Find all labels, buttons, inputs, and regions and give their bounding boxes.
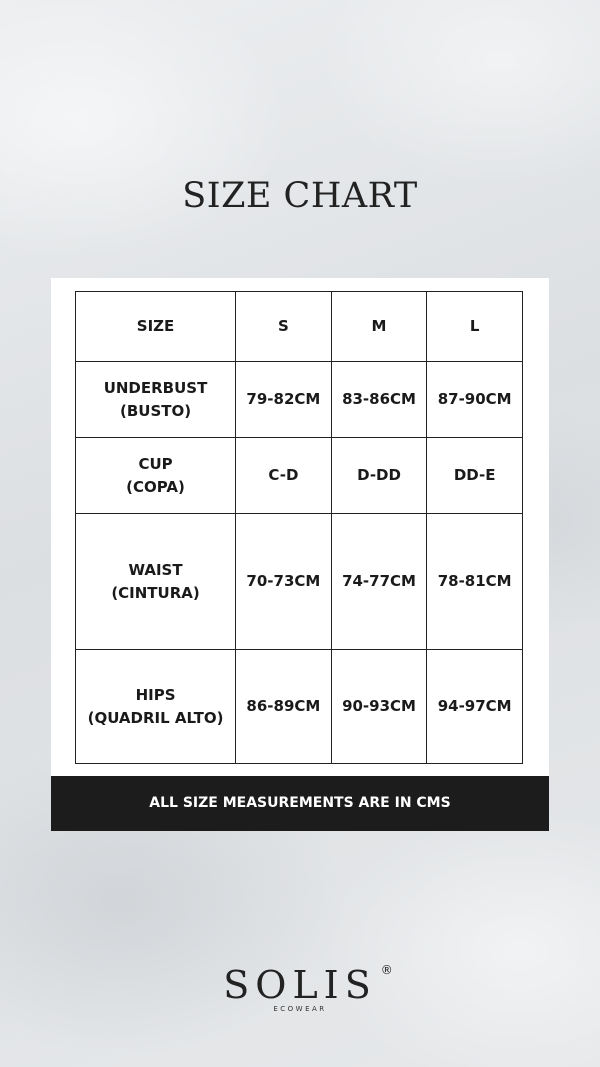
header-cell-s: S [236, 292, 332, 362]
page-title: SIZE CHART [182, 176, 418, 216]
size-table [75, 291, 523, 764]
row-label-secondary: (COPA) [126, 477, 185, 496]
table-cell: 94-97CM [427, 650, 523, 764]
table-row-cup [76, 438, 523, 514]
header-cell-l: L [427, 292, 523, 362]
row-label [76, 514, 236, 650]
row-label [76, 362, 236, 438]
row-label-primary: CUP [138, 454, 173, 473]
registered-mark: ® [380, 963, 393, 977]
measurement-note-banner: ALL SIZE MEASUREMENTS ARE IN CMS [51, 776, 549, 831]
table-cell: 87-90CM [427, 362, 523, 438]
table-row-waist [76, 514, 523, 650]
brand-subtitle: ECOWEAR [273, 1005, 327, 1013]
table-cell: 86-89CM [236, 650, 332, 764]
table-cell: 78-81CM [427, 514, 523, 650]
row-label-primary: WAIST [128, 560, 183, 579]
row-label-primary: HIPS [135, 685, 176, 704]
brand-name-text: SOLIS [223, 963, 377, 1007]
table-cell: 74-77CM [331, 514, 427, 650]
row-label-secondary: (BUSTO) [119, 401, 192, 420]
table-header-row [76, 292, 523, 362]
table-cell: 83-86CM [331, 362, 427, 438]
table-cell: 70-73CM [236, 514, 332, 650]
header-cell-m: M [331, 292, 427, 362]
table-cell: C-D [236, 438, 332, 514]
row-label-primary: UNDERBUST [103, 378, 208, 397]
row-label-secondary: (CINTURA) [111, 583, 200, 602]
table-cell: 90-93CM [331, 650, 427, 764]
table-cell: DD-E [427, 438, 523, 514]
table-cell: D-DD [331, 438, 427, 514]
size-chart-card [51, 278, 549, 776]
brand-name [223, 963, 393, 1007]
row-label [76, 438, 236, 514]
table-cell: 79-82CM [236, 362, 332, 438]
header-cell-size: SIZE [76, 292, 236, 362]
table-row-underbust [76, 362, 523, 438]
brand-logo [0, 963, 600, 1013]
row-label [76, 650, 236, 764]
table-row-hips [76, 650, 523, 764]
row-label-secondary: (QUADRIL ALTO) [87, 708, 224, 727]
